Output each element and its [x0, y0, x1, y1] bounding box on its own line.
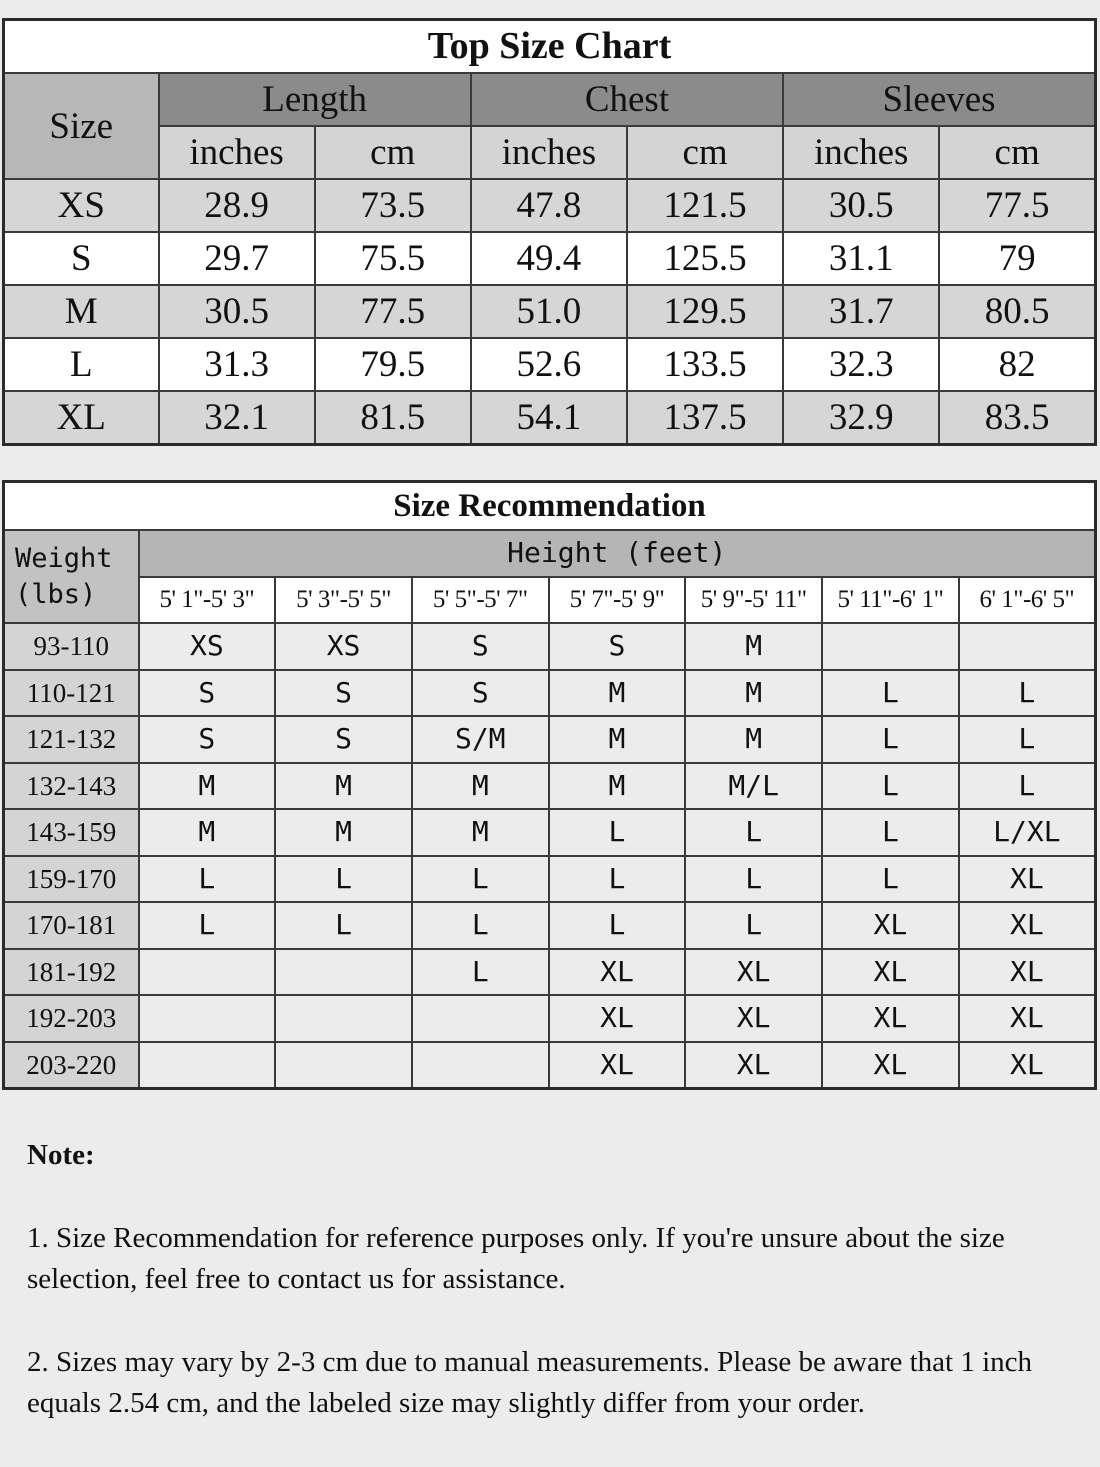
- measurement-cell: 31.7: [783, 285, 939, 338]
- size-row: [4, 338, 1096, 391]
- recommended-size-cell: XL: [959, 949, 1096, 996]
- weight-range-cell: 110-121: [4, 670, 139, 717]
- recommended-size-cell: L: [685, 809, 822, 856]
- unit-header: inches: [471, 126, 627, 179]
- weight-range-cell: 181-192: [4, 949, 139, 996]
- size-row: [4, 285, 1096, 338]
- recommended-size-cell: L: [139, 856, 276, 903]
- measurement-cell: 80.5: [939, 285, 1095, 338]
- weight-range-cell: 203-220: [4, 1042, 139, 1089]
- recommended-size-cell: M: [412, 809, 549, 856]
- recommended-size-cell: M: [275, 763, 412, 810]
- weight-label: Weight: [15, 542, 113, 574]
- recommended-size-cell: L: [959, 716, 1096, 763]
- recommended-size-cell: L: [412, 856, 549, 903]
- weight-range-cell: 121-132: [4, 716, 139, 763]
- recommendation-row: [4, 995, 1096, 1042]
- recommended-size-cell: L/XL: [959, 809, 1096, 856]
- size-cell: XS: [4, 179, 159, 232]
- measurement-cell: 137.5: [627, 391, 783, 445]
- recommended-size-cell: S: [139, 716, 276, 763]
- chest-header: Chest: [471, 73, 783, 126]
- recommended-size-cell: [275, 949, 412, 996]
- recommended-size-cell: L: [549, 902, 686, 949]
- measurement-cell: 52.6: [471, 338, 627, 391]
- recommended-size-cell: L: [275, 902, 412, 949]
- measurement-cell: 31.3: [159, 338, 315, 391]
- unit-header: inches: [159, 126, 315, 179]
- recommended-size-cell: XS: [139, 623, 276, 670]
- recommended-size-cell: XL: [549, 1042, 686, 1089]
- recommendation-row: [4, 670, 1096, 717]
- unit-header: cm: [627, 126, 783, 179]
- recommended-size-cell: XS: [275, 623, 412, 670]
- recommendation-row: [4, 902, 1096, 949]
- size-row: [4, 179, 1096, 232]
- measurement-cell: 30.5: [783, 179, 939, 232]
- unit-header: inches: [783, 126, 939, 179]
- recommendation-row: [4, 809, 1096, 856]
- measurement-cell: 32.1: [159, 391, 315, 445]
- recommended-size-cell: XL: [822, 949, 959, 996]
- recommended-size-cell: L: [685, 902, 822, 949]
- recommended-size-cell: M: [685, 716, 822, 763]
- measurement-cell: 133.5: [627, 338, 783, 391]
- measurement-cell: 32.3: [783, 338, 939, 391]
- size-cell: XL: [4, 391, 159, 445]
- height-range-header: 5' 7"-5' 9": [549, 577, 686, 624]
- recommended-size-cell: L: [685, 856, 822, 903]
- recommended-size-cell: L: [822, 763, 959, 810]
- recommended-size-cell: L: [822, 716, 959, 763]
- height-range-header: 5' 1"-5' 3": [139, 577, 276, 624]
- recommended-size-cell: M: [275, 809, 412, 856]
- recommended-size-cell: L: [412, 902, 549, 949]
- height-header: Height (feet): [139, 530, 1096, 577]
- recommended-size-cell: [139, 995, 276, 1042]
- recommended-size-cell: M: [549, 670, 686, 717]
- measurement-cell: 125.5: [627, 232, 783, 285]
- size-cell: L: [4, 338, 159, 391]
- weight-range-cell: 132-143: [4, 763, 139, 810]
- size-cell: M: [4, 285, 159, 338]
- measurement-cell: 82: [939, 338, 1095, 391]
- height-range-header: 5' 5"-5' 7": [412, 577, 549, 624]
- recommended-size-cell: M/L: [685, 763, 822, 810]
- recommended-size-cell: S: [275, 716, 412, 763]
- recommended-size-cell: S/M: [412, 716, 549, 763]
- note-item: 2. Sizes may vary by 2-3 cm due to manual measurements. Please be aware that 1 inch equals 2.54 cm, and the labeled size may slightly differ from your order.: [27, 1346, 1033, 1419]
- recommended-size-cell: L: [549, 856, 686, 903]
- size-column-header: Size: [4, 73, 159, 179]
- measurement-cell: 28.9: [159, 179, 315, 232]
- recommendation-row: [4, 763, 1096, 810]
- recommended-size-cell: [275, 995, 412, 1042]
- recommendation-row: [4, 949, 1096, 996]
- measurement-cell: 79.5: [315, 338, 471, 391]
- height-range-header: 5' 11"-6' 1": [822, 577, 959, 624]
- recommended-size-cell: L: [275, 856, 412, 903]
- recommended-size-cell: M: [685, 670, 822, 717]
- recommended-size-cell: L: [822, 670, 959, 717]
- recommended-size-cell: L: [959, 763, 1096, 810]
- recommended-size-cell: XL: [685, 949, 822, 996]
- size-recommendation-table: [2, 480, 1097, 1090]
- recommended-size-cell: XL: [685, 995, 822, 1042]
- recommended-size-cell: L: [822, 856, 959, 903]
- measurement-cell: 54.1: [471, 391, 627, 445]
- measurement-cell: 129.5: [627, 285, 783, 338]
- weight-unit-label: (lbs): [15, 578, 97, 610]
- unit-header: cm: [315, 126, 471, 179]
- height-range-header: 5' 3"-5' 5": [275, 577, 412, 624]
- height-range-header: 5' 9"-5' 11": [685, 577, 822, 624]
- recommended-size-cell: S: [139, 670, 276, 717]
- recommended-size-cell: S: [549, 623, 686, 670]
- measurement-cell: 83.5: [939, 391, 1095, 445]
- recommended-size-cell: M: [549, 763, 686, 810]
- recommendation-row: [4, 623, 1096, 670]
- recommended-size-cell: L: [959, 670, 1096, 717]
- weight-range-cell: 93-110: [4, 623, 139, 670]
- length-header: Length: [159, 73, 471, 126]
- recommended-size-cell: L: [412, 949, 549, 996]
- recommended-size-cell: XL: [822, 902, 959, 949]
- measurement-cell: 29.7: [159, 232, 315, 285]
- measurement-cell: 121.5: [627, 179, 783, 232]
- measurement-cell: 75.5: [315, 232, 471, 285]
- recommended-size-cell: [139, 949, 276, 996]
- recommended-size-cell: XL: [549, 995, 686, 1042]
- recommendation-row: [4, 856, 1096, 903]
- recommended-size-cell: M: [139, 809, 276, 856]
- measurement-cell: 31.1: [783, 232, 939, 285]
- notes-section: [27, 1135, 1077, 1466]
- size-row: [4, 391, 1096, 445]
- recommended-size-cell: XL: [959, 856, 1096, 903]
- recommendation-row: [4, 1042, 1096, 1089]
- measurement-cell: 30.5: [159, 285, 315, 338]
- weight-range-cell: 192-203: [4, 995, 139, 1042]
- recommended-size-cell: [412, 1042, 549, 1089]
- recommended-size-cell: S: [412, 623, 549, 670]
- size-cell: S: [4, 232, 159, 285]
- recommended-size-cell: [139, 1042, 276, 1089]
- recommended-size-cell: [275, 1042, 412, 1089]
- recommended-size-cell: M: [549, 716, 686, 763]
- size-row: [4, 232, 1096, 285]
- recommended-size-cell: [412, 995, 549, 1042]
- measurement-cell: 51.0: [471, 285, 627, 338]
- recommendation-title: Size Recommendation: [4, 482, 1096, 531]
- weight-range-cell: 159-170: [4, 856, 139, 903]
- measurement-cell: 73.5: [315, 179, 471, 232]
- measurement-cell: 32.9: [783, 391, 939, 445]
- recommended-size-cell: L: [549, 809, 686, 856]
- measurement-cell: 77.5: [315, 285, 471, 338]
- recommended-size-cell: XL: [822, 995, 959, 1042]
- measurement-cell: 77.5: [939, 179, 1095, 232]
- weight-range-cell: 170-181: [4, 902, 139, 949]
- recommended-size-cell: XL: [959, 995, 1096, 1042]
- weight-range-cell: 143-159: [4, 809, 139, 856]
- notes-title: Note:: [27, 1139, 95, 1171]
- recommended-size-cell: L: [822, 809, 959, 856]
- unit-header: cm: [939, 126, 1095, 179]
- measurement-cell: 47.8: [471, 179, 627, 232]
- recommended-size-cell: S: [412, 670, 549, 717]
- size-chart-title: Top Size Chart: [4, 20, 1096, 74]
- measurement-cell: 49.4: [471, 232, 627, 285]
- measurement-cell: 79: [939, 232, 1095, 285]
- recommended-size-cell: XL: [685, 1042, 822, 1089]
- recommended-size-cell: [822, 623, 959, 670]
- recommended-size-cell: XL: [549, 949, 686, 996]
- recommended-size-cell: XL: [822, 1042, 959, 1089]
- note-item: 1. Size Recommendation for reference purposes only. If you're unsure about the size selection, feel free to contact us for assistance.: [27, 1222, 1005, 1295]
- recommended-size-cell: M: [685, 623, 822, 670]
- weight-column-header: [4, 530, 139, 623]
- recommended-size-cell: XL: [959, 1042, 1096, 1089]
- recommended-size-cell: [959, 623, 1096, 670]
- recommended-size-cell: M: [412, 763, 549, 810]
- height-range-header: 6' 1"-6' 5": [959, 577, 1096, 624]
- recommended-size-cell: L: [139, 902, 276, 949]
- size-chart-table: [2, 18, 1097, 446]
- recommended-size-cell: S: [275, 670, 412, 717]
- recommended-size-cell: XL: [959, 902, 1096, 949]
- recommendation-row: [4, 716, 1096, 763]
- sleeves-header: Sleeves: [783, 73, 1095, 126]
- recommended-size-cell: M: [139, 763, 276, 810]
- measurement-cell: 81.5: [315, 391, 471, 445]
